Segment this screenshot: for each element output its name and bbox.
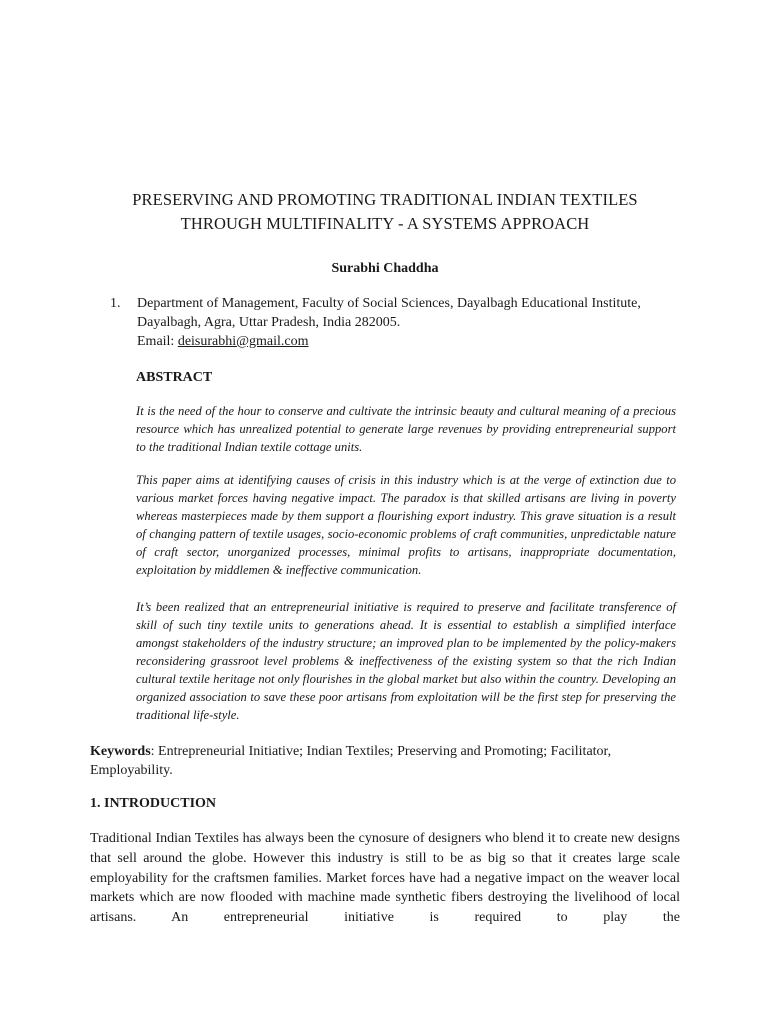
introduction-heading: 1. INTRODUCTION [90,796,217,811]
title-line-1: PRESERVING AND PROMOTING TRADITIONAL INDIAN TEXTILES [132,190,638,209]
title-line-2: THROUGH MULTIFINALITY - A SYSTEMS APPROACH [180,214,590,233]
abstract-paragraph-3: It’s been realized that an entrepreneurial initiative is required to preserve and facilitate transference of skill of such tiny textile units to generations ahead. It is essential to establish a simplified interface amongst stakeholders of the industry structure; an improved plan to be implemented by the policy-makers reconsidering grassroot level problems & ineffectiveness of the existing system so that the rich Indian cultural textile heritage not only flourishes in the global market but also within the country. Developing an organized association to save these poor artisans from exploitation will be the first step for preserving the traditional life-style. [136,600,676,722]
email-link[interactable]: deisurabhi@gmail.com [177,334,309,349]
affiliation-number: 1. [110,296,121,311]
paper-title [60,188,710,236]
abstract-paragraph-1: It is the need of the hour to conserve and cultivate the intrinsic beauty and cultural meaning of a precious resource which has unrealized potential to generate large revenues by providing entrepreneurial support to the traditional Indian textile cottage units. [136,404,676,454]
author-name: Surabhi Chaddha [331,261,439,276]
affiliation-line-1: Department of Management, Faculty of Social Sciences, Dayalbagh Educational Institute, [137,296,641,311]
keywords-label: Keywords [90,744,151,759]
abstract-paragraph-2: This paper aims at identifying causes of crisis in this industry which is at the verge of extinction due to various market forces having negative impact. The paradox is that skilled artisans are living in poverty whereas masterpieces made by them support a flourishing export industry. This grave situation is a result of changing pattern of textile usages, socio-economic problems of craft communities, unpredictable nature of craft sector, unorganized processes, minimal profits to artisans, inappropriate documentation, exploitation by middlemen & ineffective communication. [136,473,676,577]
keywords-text: : Entrepreneurial Initiative; Indian Textiles; Preserving and Promoting; Facilitator, Employability. [90,744,612,778]
abstract-heading: ABSTRACT [136,370,213,385]
introduction-paragraph: Traditional Indian Textiles has always been the cynosure of designers who blend it to create new designs that sell around the globe. However this industry is still to be as big so that it creates large scale employability for the craftsmen families. Market forces have had a negative impact on the weaver local markets which are now flooded with machine made synthetic fibers destroying the livelihood of local artisans. An entrepreneurial initiative is required to play the [90,831,680,926]
affiliation-body [137,294,692,351]
affiliation-line-2: Dayalbagh, Agra, Uttar Pradesh, India 282005. [137,315,401,330]
email-label: Email: [137,334,178,349]
keywords [90,742,680,780]
email-line [137,332,692,351]
